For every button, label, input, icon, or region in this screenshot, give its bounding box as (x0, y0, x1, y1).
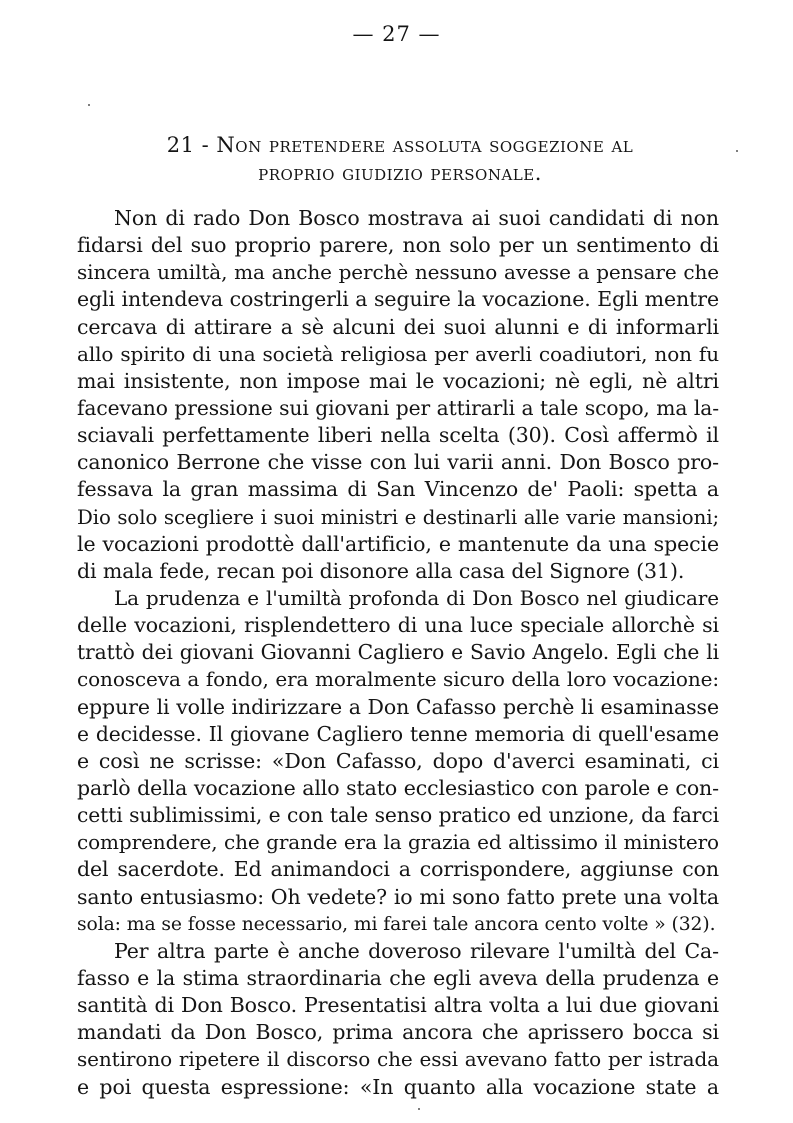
page-number: — 27 — (352, 22, 441, 46)
text-line: delle vocazioni, risplendettero di una luce speciale allorchè si (77, 613, 719, 638)
text-line: egli intendeva costringerli a seguire la vocazione. Egli mentre (77, 287, 719, 312)
scan-speck (418, 1108, 420, 1110)
section-title-line-2: proprio giudizio personale. (258, 161, 542, 185)
text-line: eppure li volle indirizzare a Don Cafasso perchè li esaminasse (77, 694, 719, 719)
text-line: del sacerdote. Ed animandoci a corrispondere, aggiunse con (77, 857, 719, 882)
text-line: sincera umiltà, ma anche perchè nessuno avesse a pensare che (77, 260, 719, 285)
text-line: canonico Berrone che visse con lui varii anni. Don Bosco pro- (77, 450, 719, 475)
text-line: trattò dei giovani Giovanni Cagliero e Savio Angelo. Egli che li (77, 640, 719, 665)
text-line: parlò della vocazione allo stato ecclesiastico con parole e con- (77, 775, 719, 800)
text-line: sola: ma se fosse necessario, mi farei tale ancora cento volte » (32). (77, 913, 716, 935)
section-number: 21 - (166, 133, 210, 157)
body-text (77, 205, 719, 1101)
text-line: cercava di attirare a sè alcuni dei suoi alunni e di informarli (77, 314, 719, 339)
text-line: fessava la gran massima di San Vincenzo de' Paoli: spetta a (77, 477, 719, 502)
text-line: fidarsi del suo proprio parere, non solo per un sentimento di (77, 233, 719, 258)
text-line: mandati da Don Bosco, prima ancora che aprissero bocca si (77, 1020, 719, 1045)
text-line: di mala fede, recan poi disonore alla casa del Signore (31). (77, 558, 685, 583)
text-line: le vocazioni prodottè dall'artificio, e mantenute da una specie (77, 531, 719, 556)
text-line: facevano pressione sui giovani per attirarli a tale scopo, ma la- (77, 395, 719, 420)
text-line: conosceva a fondo, era moralmente sicuro della loro vocazione: (77, 667, 719, 692)
text-line: sciavali perfettamente liberi nella scelta (30). Così affermò il (77, 423, 719, 448)
scan-speck (88, 104, 90, 106)
text-line: Non di rado Don Bosco mostrava ai suoi candidati di non (114, 206, 719, 230)
text-line: cetti sublimissimi, e con tale senso pratico ed unzione, da farci (77, 803, 719, 828)
section-heading (100, 131, 700, 187)
section-title-line-1: Non pretendere assoluta soggezione al (216, 133, 634, 157)
text-line: e così ne scrisse: «Don Cafasso, dopo d'averci esaminati, ci (77, 748, 719, 773)
text-line: allo spirito di una società religiosa per averli coadiutori, non fu (77, 341, 719, 366)
text-line: Per altra parte è anche doveroso rilevare l'umiltà del Ca- (114, 938, 719, 963)
text-line: fasso e la stima straordinaria che egli aveva della prudenza e (77, 965, 719, 990)
text-line: mai insistente, non impose mai le vocazioni; nè egli, nè altri (77, 368, 719, 393)
text-line: Dio solo scegliere i suoi ministri e destinarli alle varie mansioni; (77, 505, 719, 529)
text-line: e decidesse. Il giovane Cagliero tenne memoria di quell'esame (77, 721, 719, 746)
text-line: e poi questa espressione: «In quanto alla vocazione state a (77, 1074, 719, 1099)
text-line: sentirono ripetere il discorso che essi avevano fatto per istrada (77, 1047, 719, 1072)
text-line: santità di Don Bosco. Presentatisi altra volta a lui due giovani (77, 993, 719, 1018)
text-line: La prudenza e l'umiltà profonda di Don Bosco nel giudicare (114, 585, 719, 610)
text-line: comprendere, che grande era la grazia ed altissimo il ministero (77, 830, 719, 855)
scan-speck (736, 150, 738, 152)
text-line: santo entusiasmo: Oh vedete? io mi sono fatto prete una volta (77, 884, 719, 909)
